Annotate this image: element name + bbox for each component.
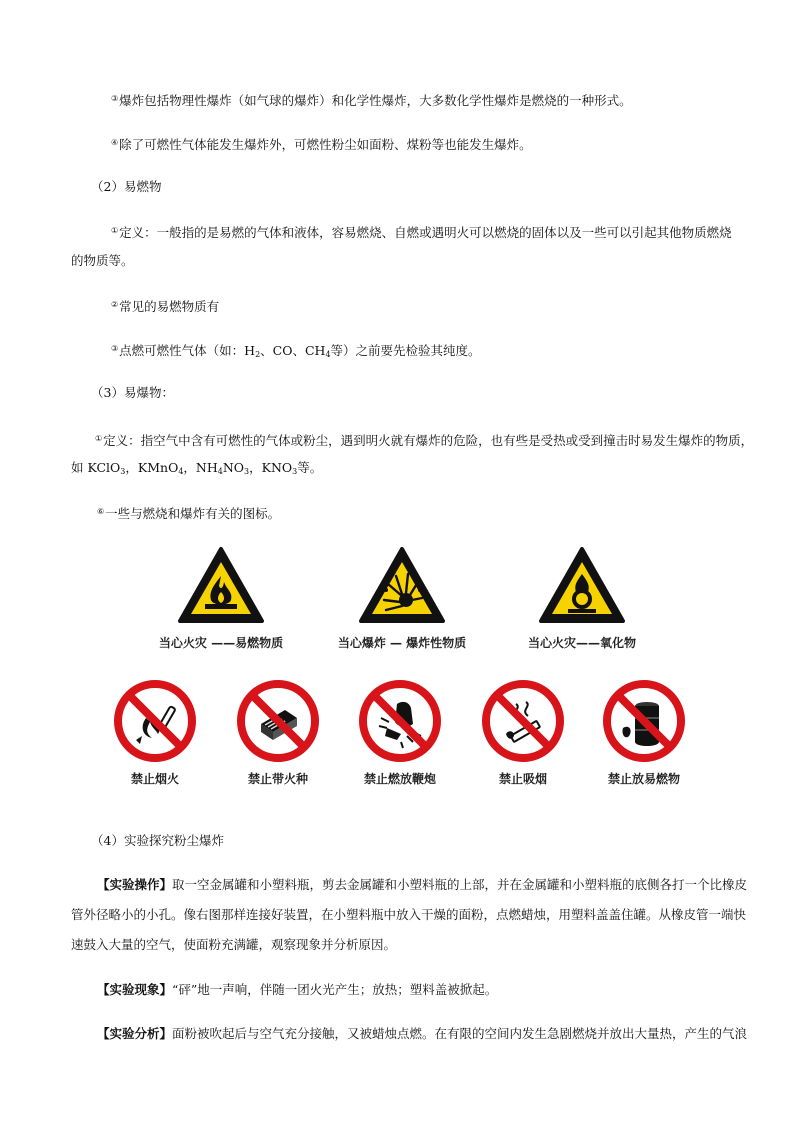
paragraph-flammable-definition-cont: 的物质等。 xyxy=(71,253,134,268)
item-marker: ③ xyxy=(111,344,119,353)
subscript: 3 xyxy=(292,467,298,476)
paragraph-text: 除了可燃性气体能发生爆炸外，可燃性粉尘如面粉、煤粉等也能发生爆炸。 xyxy=(119,137,532,152)
text-part: ，KNO xyxy=(249,460,293,475)
paragraph-flammable-definition xyxy=(111,222,732,242)
item-marker: ③ xyxy=(111,94,119,103)
sign-caption: 禁止带火种 xyxy=(247,772,308,786)
sign-caption: 禁止放易燃物 xyxy=(607,772,680,786)
no-smoking-icon xyxy=(480,678,566,764)
paragraph-text: 一些与燃烧和爆炸有关的图标。 xyxy=(105,506,281,521)
oxidizer-warning-icon xyxy=(538,546,626,624)
sign-caption: 禁止烟火 xyxy=(130,772,179,786)
subscript: 4 xyxy=(178,467,184,476)
text-part: 、CO、CH xyxy=(260,343,326,358)
experiment-label: 【实验操作】 xyxy=(97,877,173,892)
paragraph-text: 定义：一般指的是易燃的气体和液体，容易燃烧、自燃或遇明火可以燃烧的固体以及一些可以引起其他物质燃烧 xyxy=(119,225,732,240)
paragraph-common-flammables xyxy=(111,296,219,316)
sign-caption: 当心火灾——氧化物 xyxy=(527,636,636,650)
text-part: 等。 xyxy=(297,460,323,475)
text-part: 点燃可燃性气体（如：H xyxy=(119,343,256,358)
explosive-warning-icon xyxy=(358,546,446,624)
experiment-operation-cont: 管外径略小的小孔。像右图那样连接好装置，在小塑料瓶中放入干燥的面粉，点燃蜡烛，用塑料盖盖住罐。从橡皮管一端快 xyxy=(71,907,747,922)
sign-caption: 当心爆炸 — 爆炸性物质 xyxy=(337,636,467,650)
paragraph-explosive-examples xyxy=(71,459,322,481)
subscript: 2 xyxy=(255,350,261,359)
no-matches-icon xyxy=(235,678,321,764)
item-marker: ① xyxy=(111,226,119,235)
paragraph-text: “砰”地一声响，伴随一团火光产生；放热；塑料盖被掀起。 xyxy=(172,982,498,997)
experiment-operation xyxy=(97,876,747,894)
sign-caption: 禁止吸烟 xyxy=(498,772,547,786)
text-part: 如 KClO xyxy=(71,460,121,475)
subscript: 4 xyxy=(325,350,331,359)
sign-caption: 当心火灾 ——易燃物质 xyxy=(158,636,284,650)
paragraph-text: 定义：指空气中含有可燃性的气体或粉尘，遇到明火就有爆炸的危险，也有些是受热或受到撞击时易发生爆炸的物质， xyxy=(103,433,754,448)
paragraph-text: 面粉被吹起后与空气充分接触，又被蜡烛点燃。在有限的空间内发生急剧燃烧并放出大量热，产生的气浪 xyxy=(172,1026,748,1041)
section-heading-flammables: （2）易燃物 xyxy=(91,179,162,194)
experiment-analysis xyxy=(97,1025,747,1043)
item-marker: ④ xyxy=(111,138,119,147)
text-part: ，NH xyxy=(183,460,218,475)
paragraph-dust-explosion xyxy=(111,134,532,154)
sign-caption: 禁止燃放鞭炮 xyxy=(363,772,436,786)
text-part: ，KMnO xyxy=(125,460,179,475)
flammable-warning-icon xyxy=(177,546,265,624)
item-marker: ② xyxy=(111,300,119,309)
paragraph-text: 爆炸包括物理性爆炸（如气球的爆炸）和化学性爆炸，大多数化学性爆炸是燃烧的一种形式。 xyxy=(119,93,632,108)
paragraph-explosion-types xyxy=(111,90,632,110)
section-heading-explosives: （3）易爆物： xyxy=(91,385,174,400)
paragraph-icons-intro xyxy=(97,503,280,523)
item-marker: ① xyxy=(95,434,103,443)
experiment-phenomenon xyxy=(97,981,497,999)
subscript: 3 xyxy=(120,467,126,476)
text-part: 等）之前要先检验其纯度。 xyxy=(330,343,481,358)
subscript: 3 xyxy=(244,467,250,476)
paragraph-text: 取一空金属罐和小塑料瓶，剪去金属罐和小塑料瓶的上部，并在金属罐和小塑料瓶的底侧各打一个比橡皮 xyxy=(172,877,748,892)
no-flammables-icon xyxy=(601,678,687,764)
paragraph-text: 常见的易燃物质有 xyxy=(119,299,220,314)
item-marker: ⑥ xyxy=(97,507,105,516)
text-part: NO xyxy=(222,460,245,475)
subscript: 4 xyxy=(217,467,223,476)
no-fire-icon xyxy=(112,678,198,764)
experiment-operation-cont: 速鼓入大量的空气，使面粉充满罐，观察现象并分析原因。 xyxy=(71,937,397,952)
experiment-label: 【实验分析】 xyxy=(97,1026,173,1041)
no-fireworks-icon xyxy=(357,678,443,764)
paragraph-explosive-definition xyxy=(95,430,753,450)
paragraph-purity-check xyxy=(111,340,481,364)
section-heading-dust-experiment: （4）实验探究粉尘爆炸 xyxy=(91,833,224,848)
experiment-label: 【实验现象】 xyxy=(97,982,173,997)
